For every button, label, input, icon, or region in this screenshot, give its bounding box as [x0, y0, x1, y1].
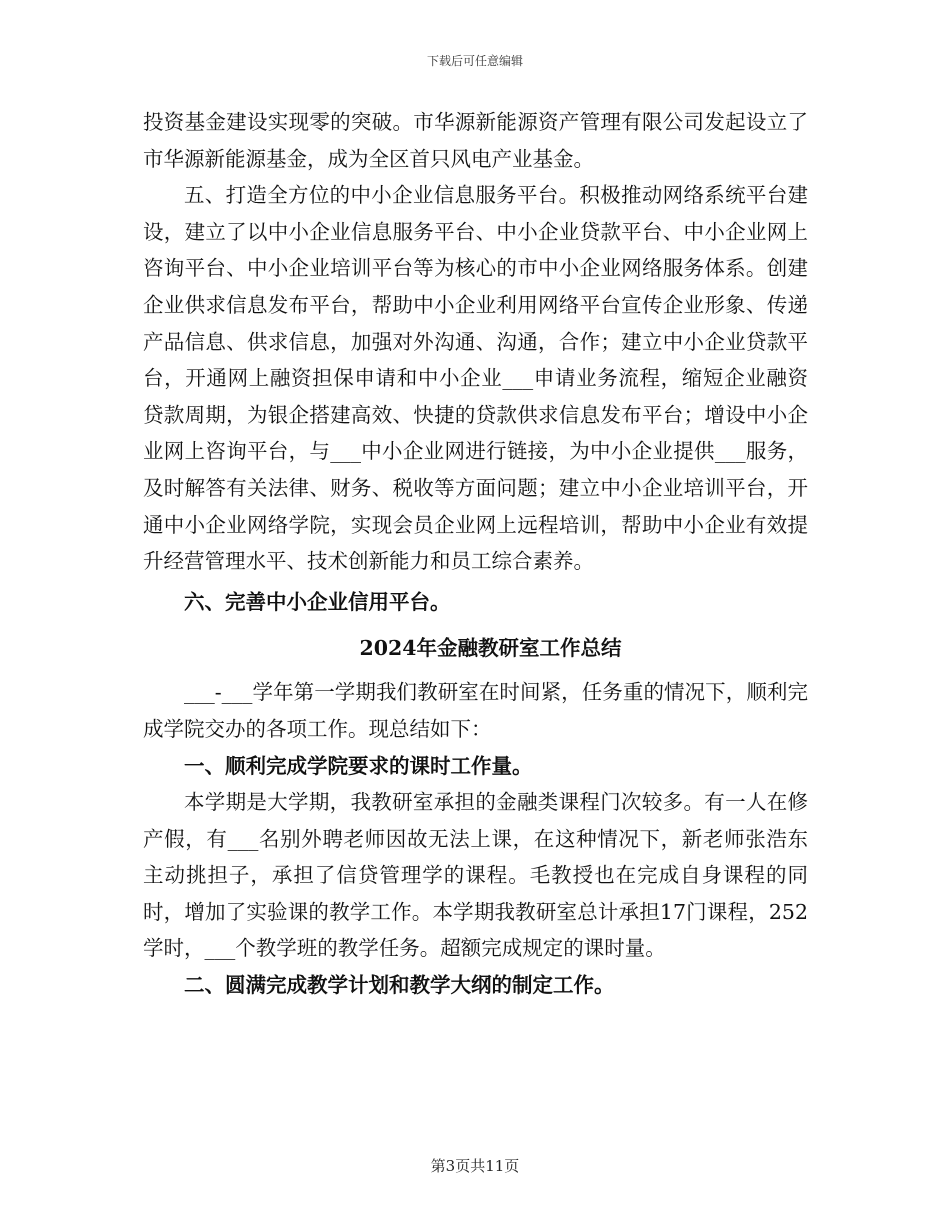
header-note: 下载后可任意编辑: [426, 54, 523, 68]
document-title: 2024年金融教研室工作总结: [359, 636, 622, 661]
page-footer: 第3页共11页: [430, 1157, 520, 1175]
paragraph-workload: 本学期是大学期，我教研室承担的金融类课程门次较多。有一人在修产假，有___名别外聘老师因故无法上课，在这种情况下，新老师张浩东主动挑担子，承担了信贷管理学的课程。毛教授也在完成自身课程的同时，增加了实验课的教学工作。本学期我教研室总计承担17门课程，252学时，___个教学班的教学任务。超额完成规定的课时量。: [143, 790, 808, 961]
paragraph-info-platform: 五、打造全方位的中小企业信息服务平台。积极推动网络系统平台建设，建立了以中小企业信息服务平台、中小企业贷款平台、中小企业网上咨询平台、中小企业培训平台等为核心的市中小企业网络服务体系。创建企业供求信息发布平台，帮助中小企业利用网络平台宣传企业形象、传递产品信息、供求信息，加强对外沟通、沟通，合作；建立中小企业贷款平台，开通网上融资担保申请和中小企业___申请业务流程，缩短企业融资贷款周期，为银企搭建高效、快捷的贷款供求信息发布平台；增设中小企业网上咨询平台，与___中小企业网进行链接，为中小企业提供___服务，及时解答有关法律、财务、税收等方面问题；建立中小企业培训平台，开通中小企业网络学院，实现会员企业网上远程培训，帮助中小企业有效提升经营管理水平、技术创新能力和员工综合素养。: [143, 183, 808, 574]
paragraph-fund-intro: 投资基金建设实现零的突破。市华源新能源资产管理有限公司发起设立了市华源新能源基金，成为全区首只风电产业基金。: [143, 110, 808, 171]
document-body: [143, 104, 808, 1004]
heading-credit-platform: 六、完善中小企业信用平台。: [184, 589, 451, 614]
heading-section-two: 二、圆满完成教学计划和教学大纲的制定工作。: [184, 973, 615, 998]
heading-section-one: 一、顺利完成学院要求的课时工作量。: [184, 753, 533, 778]
paragraph-summary-intro: ___-___学年第一学期我们教研室在时间紧，任务重的情况下，顺利完成学院交办的各项工作。现总结如下：: [143, 680, 808, 741]
